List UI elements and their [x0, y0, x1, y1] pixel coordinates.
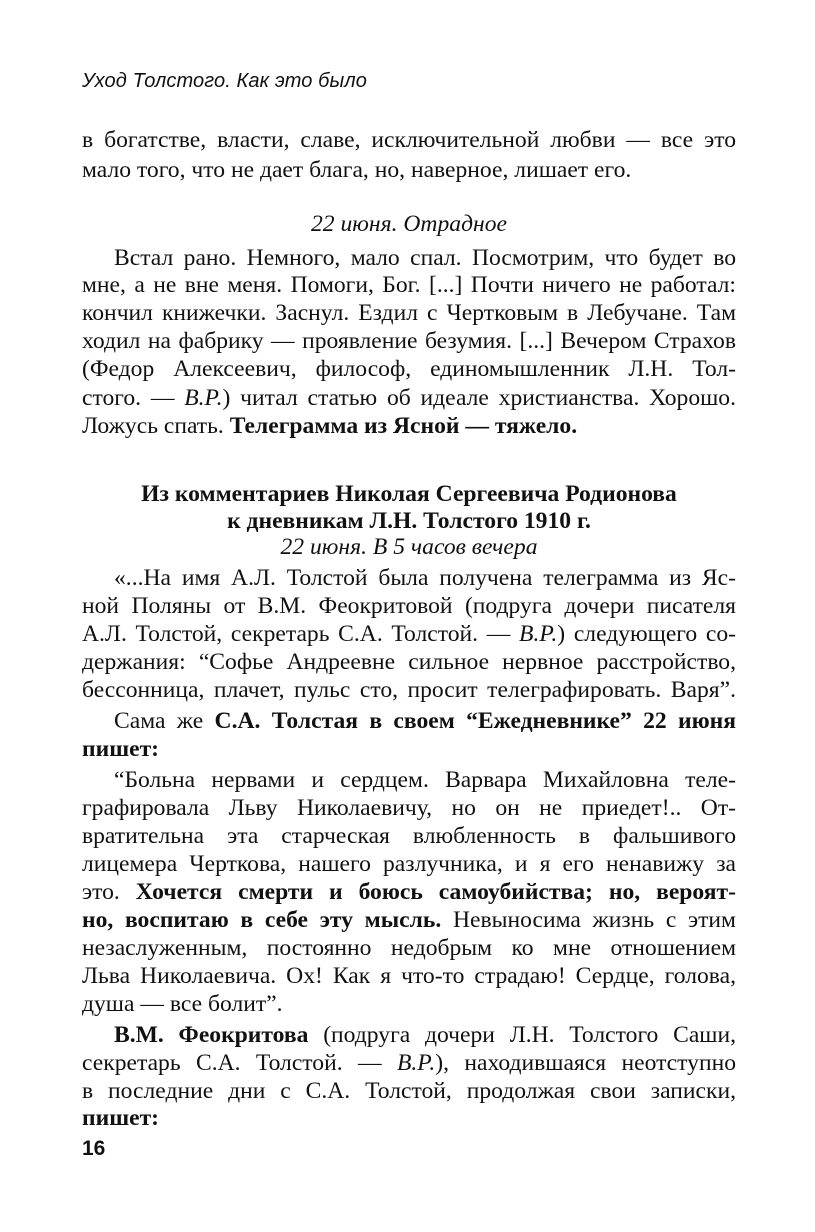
- text-line: держания: “Софье Андреевне сильное нервное расстройство,: [82, 649, 736, 675]
- text-line: пишет:: [82, 736, 160, 762]
- text-line: мне, а не вне меня. Помоги, Бог. [...] Почти ничего не работал:: [82, 272, 736, 298]
- entry-date: 22 июня. Отрадное: [311, 211, 507, 237]
- text-line: пишет:: [82, 1105, 160, 1131]
- text-line: [82, 1020, 736, 1050]
- section-subheading: 22 июня. В 5 часов вечера: [280, 534, 538, 560]
- text-line: душа — все болит”.: [82, 991, 283, 1017]
- text-line: бессонница, плачет, пульс сто, просит телеграфировать. Варя”.: [82, 677, 736, 703]
- text-line: [82, 877, 736, 907]
- text-span: ) следующего со-: [557, 621, 736, 647]
- text-line: мало того, что не дает блага, но, наверное, лишает его.: [82, 157, 632, 183]
- running-head: Уход Толстого. Как это было: [82, 70, 367, 92]
- bold-text: Хочется смерти и боюсь самоубийства; но, вероят-: [135, 879, 736, 905]
- text-line: лицемера Черткова, нашего разлучника, и я его ненавижу за: [82, 851, 736, 877]
- text-line: в последние дни с С.А. Толстой, продолжая свои записки,: [82, 1078, 736, 1104]
- text-span: стого. —: [82, 385, 185, 411]
- text-line: Льва Николаевича. Ох! Как я что-то страдаю! Сердце, голова,: [82, 963, 736, 989]
- text-line: [82, 1048, 736, 1078]
- text-span: (подруга дочери Л.Н. Толстого Саши,: [308, 1022, 736, 1048]
- bold-text: С.А. Толстая в своем “Ежедневнике” 22 июня: [214, 708, 737, 734]
- section-heading: к дневникам Л.Н. Толстого 1910 г.: [227, 508, 591, 534]
- initials: В.Р.: [519, 621, 558, 647]
- text-line: [82, 383, 736, 413]
- text-line: [82, 619, 736, 649]
- bold-text: Телеграмма из Ясной — тяжело.: [229, 413, 578, 439]
- text-line: в богатстве, власти, славе, исключительной любви — все это: [82, 127, 736, 153]
- text-span: ), находившаяся неотступно: [435, 1050, 736, 1076]
- text-line: ходил на фабрику — проявление безумия. [...] Вечером Страхов: [82, 328, 736, 354]
- text-span: Сама же: [114, 708, 215, 734]
- text-line: незаслуженным, постоянно недобрым ко мне отношением: [82, 935, 736, 961]
- text-line: графировала Льву Николаевичу, но он не приедет!.. От-: [82, 795, 736, 821]
- initials: В.Р.: [184, 385, 223, 411]
- text-line: [82, 411, 736, 441]
- text-span: ) читал статью об идеале христианства. Хорошо.: [222, 385, 736, 411]
- text-line: «...На имя А.Л. Толстой была получена телеграмма из Яс-: [114, 565, 736, 591]
- text-span: это.: [82, 879, 136, 905]
- text-span: секретарь С.А. Толстой. —: [82, 1050, 397, 1076]
- page-number: 16: [82, 1137, 106, 1160]
- text-line: [82, 706, 736, 736]
- text-line: ной Поляны от В.М. Феокритовой (подруга дочери писателя: [82, 593, 736, 619]
- text-line: Встал рано. Немного, мало спал. Посмотрим, что будет во: [114, 245, 736, 271]
- book-page: [82, 0, 736, 1232]
- text-line: вратительна эта старческая влюбленность в фальшивого: [82, 823, 736, 849]
- text-span: Ложусь спать.: [82, 413, 230, 439]
- section-heading: Из комментариев Николая Сергеевича Родионова: [141, 481, 677, 507]
- bold-text: но, воспитаю в себе эту мысль.: [82, 907, 442, 933]
- text-line: “Больна нервами и сердцем. Варвара Михайловна теле-: [114, 767, 736, 793]
- text-line: (Федор Алексеевич, философ, единомышленник Л.Н. Тол-: [82, 356, 736, 382]
- text-span: А.Л. Толстой, секретарь С.А. Толстой. —: [82, 621, 520, 647]
- text-line: [82, 905, 736, 935]
- initials: В.Р.: [397, 1050, 436, 1076]
- text-span: Невыносима жизнь с этим: [441, 907, 736, 933]
- text-line: кончил книжечки. Заснул. Ездил с Чертковым в Лебучане. Там: [82, 300, 736, 326]
- bold-text: В.М. Феокритова: [114, 1022, 309, 1048]
